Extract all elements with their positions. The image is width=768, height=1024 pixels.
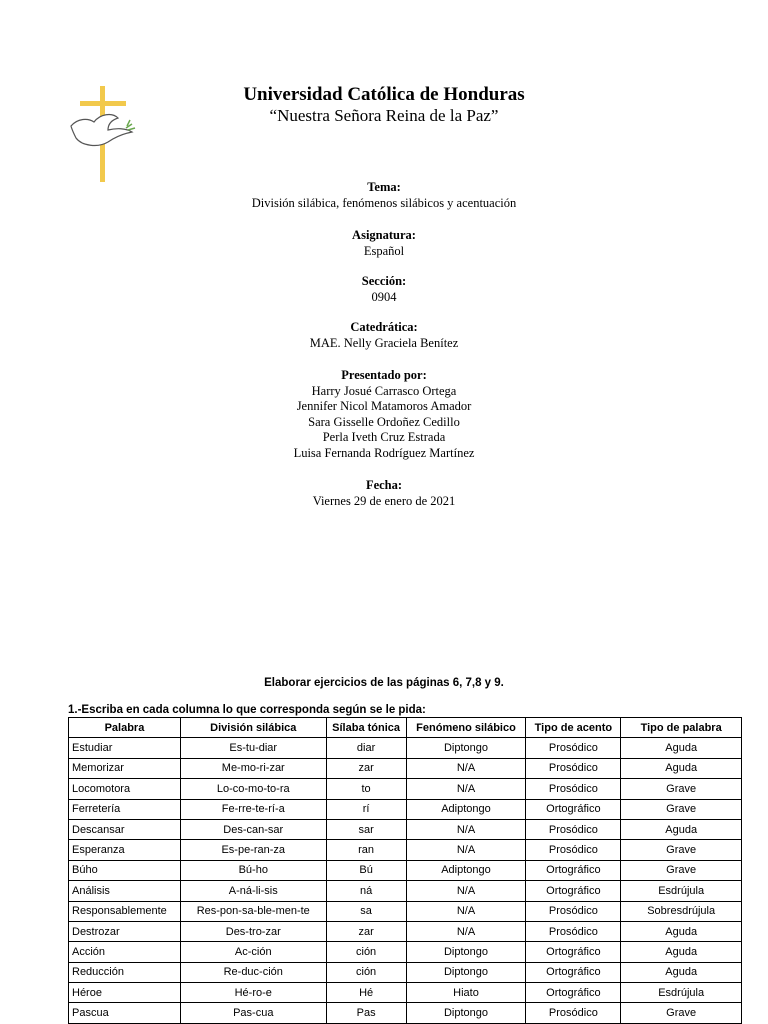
table-cell: Esdrújula [621, 881, 742, 901]
table-cell: Aguda [621, 921, 742, 941]
seccion-label: Sección: [361, 274, 407, 288]
catedratica-label: Catedrática: [350, 320, 418, 334]
table-row [69, 819, 742, 839]
exercise-instruction: 1.-Escriba en cada columna lo que corresponda según se le pida: [68, 704, 426, 716]
table-cell: Adiptongo [406, 799, 526, 819]
table-cell: Diptongo [406, 942, 526, 962]
table-cell: diar [326, 738, 406, 758]
table-cell: Fe-rre-te-rí-a [180, 799, 326, 819]
column-header: Tipo de palabra [621, 718, 742, 738]
table-cell: Descansar [69, 819, 181, 839]
table-cell: Bú-ho [180, 860, 326, 880]
table-cell: Locomotora [69, 779, 181, 799]
university-motto: “Nuestra Señora Reina de la Paz” [269, 106, 499, 125]
column-header: División silábica [180, 718, 326, 738]
table-cell: N/A [406, 779, 526, 799]
table-cell: Reducción [69, 962, 181, 982]
table-cell: Prosódico [526, 840, 621, 860]
student-name: Perla Iveth Cruz Estrada [322, 430, 446, 444]
table-cell: N/A [406, 819, 526, 839]
table-row [69, 738, 742, 758]
table-cell: Adiptongo [406, 860, 526, 880]
table-cell: Hé [326, 983, 406, 1003]
fecha-value: Viernes 29 de enero de 2021 [312, 493, 456, 508]
table-cell: sar [326, 819, 406, 839]
presentado-label: Presentado por: [341, 368, 427, 382]
table-cell: Lo-co-mo-to-ra [180, 779, 326, 799]
table-cell: Destrozar [69, 921, 181, 941]
table-header-row [69, 718, 742, 738]
table-cell: Grave [621, 799, 742, 819]
university-name: Universidad Católica de Honduras [243, 84, 525, 105]
table-row [69, 758, 742, 778]
tema-value: División silábica, fenómenos silábicos y acentuación [251, 195, 517, 210]
table-cell: Pas-cua [180, 1003, 326, 1023]
table-cell: N/A [406, 921, 526, 941]
table-cell: ción [326, 962, 406, 982]
table-cell: Bú [326, 860, 406, 880]
table-cell: Me-mo-ri-zar [180, 758, 326, 778]
table-row [69, 962, 742, 982]
table-cell: Aguda [621, 758, 742, 778]
table-cell: Ferretería [69, 799, 181, 819]
catedratica-value: MAE. Nelly Graciela Benítez [309, 335, 459, 350]
asignatura-block [0, 228, 768, 259]
table-cell: Prosódico [526, 738, 621, 758]
table-row [69, 921, 742, 941]
table-cell: Es-pe-ran-za [180, 840, 326, 860]
table-cell: Pas [326, 1003, 406, 1023]
student-name: Sara Gisselle Ordoñez Cedillo [308, 414, 460, 429]
table-row [69, 983, 742, 1003]
table-row [69, 799, 742, 819]
table-row [69, 901, 742, 921]
table-cell: Des-can-sar [180, 819, 326, 839]
table-cell: to [326, 779, 406, 799]
table-cell: Prosódico [526, 921, 621, 941]
column-header: Fenómeno silábico [406, 718, 526, 738]
table-cell: Hiato [406, 983, 526, 1003]
column-header: Palabra [69, 718, 181, 738]
table-row [69, 860, 742, 880]
table-cell: Pascua [69, 1003, 181, 1023]
table-cell: Re-duc-ción [180, 962, 326, 982]
table-cell: Prosódico [526, 1003, 621, 1023]
student-name: Jennifer Nicol Matamoros Amador [296, 399, 472, 413]
table-cell: Prosódico [526, 819, 621, 839]
table-row [69, 840, 742, 860]
table-cell: Prosódico [526, 901, 621, 921]
table-cell: Hé-ro-e [180, 983, 326, 1003]
table-cell: N/A [406, 758, 526, 778]
table-cell: Aguda [621, 942, 742, 962]
table-cell: rí [326, 799, 406, 819]
table-cell: N/A [406, 840, 526, 860]
table-cell: Es-tu-diar [180, 738, 326, 758]
table-cell: Acción [69, 942, 181, 962]
fecha-label: Fecha: [365, 478, 403, 492]
table-cell: ran [326, 840, 406, 860]
student-name: Luisa Fernanda Rodríguez Martínez [293, 445, 475, 460]
table-cell: Ortográfico [526, 860, 621, 880]
table-cell: Responsablemente [69, 901, 181, 921]
table-cell: Grave [621, 1003, 742, 1023]
asignatura-label: Asignatura: [352, 228, 416, 242]
table-cell: N/A [406, 881, 526, 901]
syllable-table [68, 717, 742, 1024]
table-cell: Memorizar [69, 758, 181, 778]
table-cell: Res-pon-sa-ble-men-te [180, 901, 326, 921]
table-row [69, 881, 742, 901]
table-cell: Ortográfico [526, 962, 621, 982]
table-cell: Estudiar [69, 738, 181, 758]
table-cell: Des-tro-zar [180, 921, 326, 941]
table-cell: Aguda [621, 962, 742, 982]
table-cell: ción [326, 942, 406, 962]
table-cell: N/A [406, 901, 526, 921]
table-cell: ná [326, 881, 406, 901]
tema-block [0, 180, 768, 211]
table-row [69, 779, 742, 799]
table-cell: Grave [621, 840, 742, 860]
tema-label: Tema: [367, 180, 401, 194]
table-cell: Héroe [69, 983, 181, 1003]
catedratica-block [0, 320, 768, 351]
table-cell: Ortográfico [526, 881, 621, 901]
table-cell: Ac-ción [180, 942, 326, 962]
table-cell: Prosódico [526, 758, 621, 778]
table-cell: Grave [621, 860, 742, 880]
table-cell: Esdrújula [621, 983, 742, 1003]
column-header: Tipo de acento [526, 718, 621, 738]
table-cell: Diptongo [406, 1003, 526, 1023]
student-name: Harry Josué Carrasco Ortega [311, 383, 457, 398]
table-cell: Aguda [621, 738, 742, 758]
table-cell: Grave [621, 779, 742, 799]
table-row [69, 1003, 742, 1023]
table-cell: Búho [69, 860, 181, 880]
table-cell: Diptongo [406, 962, 526, 982]
exercise-title: Elaborar ejercicios de las páginas 6, 7,8 y 9. [264, 677, 504, 689]
table-cell: Prosódico [526, 779, 621, 799]
table-cell: Ortográfico [526, 799, 621, 819]
table-cell: zar [326, 921, 406, 941]
table-cell: Sobresdrújula [621, 901, 742, 921]
table-cell: Análisis [69, 881, 181, 901]
table-cell: Esperanza [69, 840, 181, 860]
table-cell: Ortográfico [526, 942, 621, 962]
column-header: Sílaba tónica [326, 718, 406, 738]
table-cell: A-ná-li-sis [180, 881, 326, 901]
presentado-block [0, 368, 768, 461]
table-cell: sa [326, 901, 406, 921]
asignatura-value: Español [363, 243, 405, 258]
table-cell: zar [326, 758, 406, 778]
fecha-block [0, 478, 768, 509]
table-row [69, 942, 742, 962]
table-cell: Ortográfico [526, 983, 621, 1003]
seccion-block [0, 274, 768, 305]
table-cell: Aguda [621, 819, 742, 839]
table-body [69, 738, 742, 1023]
seccion-value: 0904 [371, 289, 397, 304]
table-cell: Diptongo [406, 738, 526, 758]
